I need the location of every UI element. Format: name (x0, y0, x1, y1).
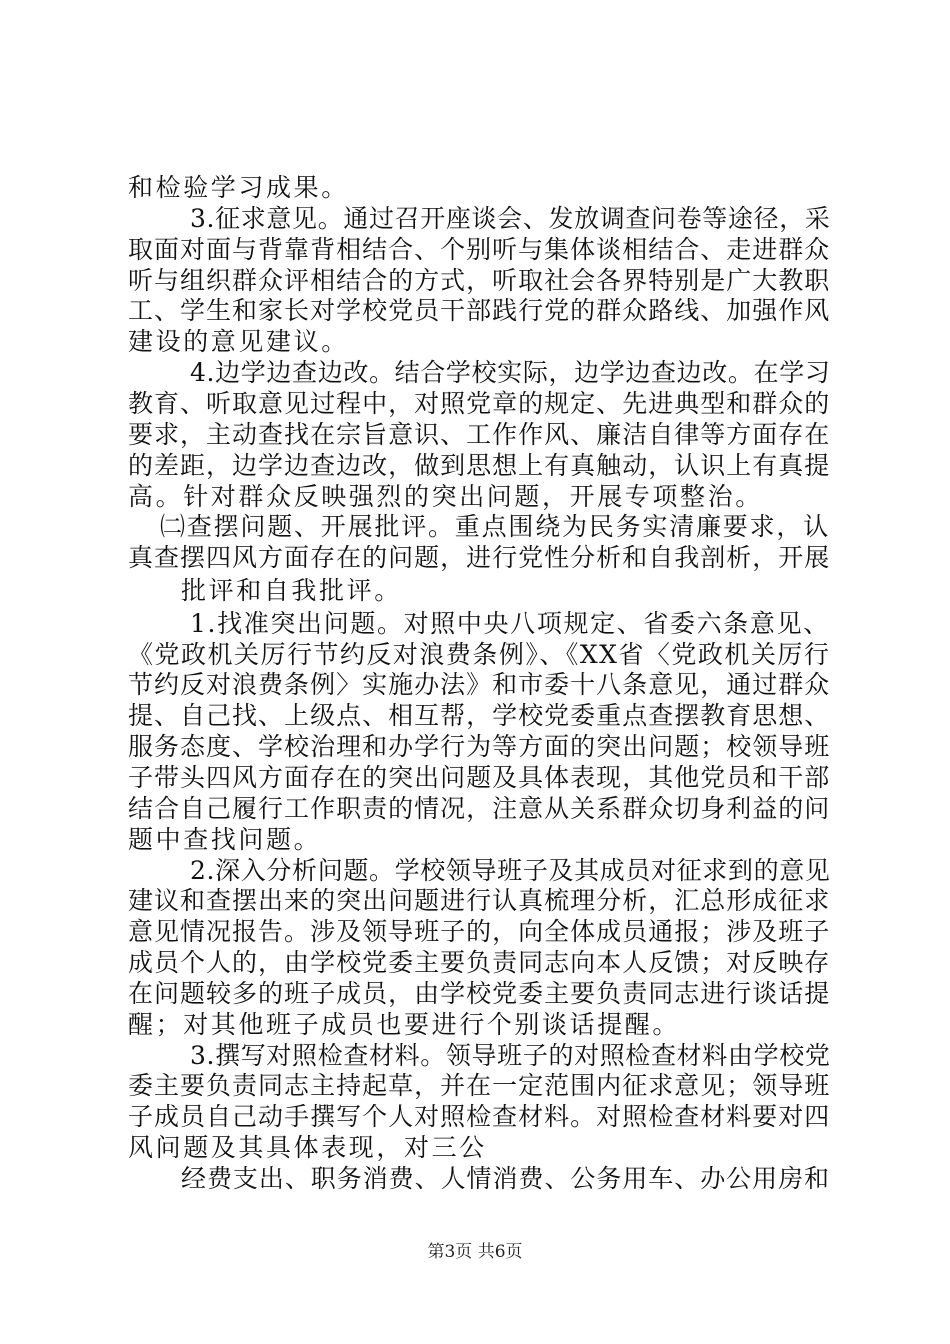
text-line: 听与组织群众评相结合的方式，听取社会各界特别是广大教职 (128, 265, 831, 295)
text-line: 2.深入分析问题。学校领导班子及其成员对征求到的意见 (190, 855, 831, 885)
text-line: 3.征求意见。通过召开座谈会、发放调查问卷等途径，采 (190, 203, 831, 233)
text-line: 和检验学习成果。 (128, 173, 349, 202)
text-line: 在问题较多的班子成员，由学校党委主要负责同志进行谈话提 (128, 978, 831, 1008)
text-line: 3.撰写对照检查材料。领导班子的对照检查材料由学校党 (190, 1040, 831, 1070)
text-line: 批评和自我批评。 (181, 575, 402, 605)
page-number-footer: 第3页 共6页 (427, 1242, 523, 1262)
text-line: 建设的意见建议。 (128, 327, 349, 357)
text-line: 真查摆四风方面存在的问题，进行党性分析和自我剖析，开展 (128, 543, 831, 573)
text-line: 节约反对浪费条例〉实施办法》和市委十八条意见，通过群众 (128, 670, 831, 700)
text-line: 1.找准突出问题。对照中央八项规定、省委六条意见、 (190, 608, 830, 638)
text-line: 子带头四风方面存在的突出问题及具体表现，其他党员和干部 (128, 762, 831, 792)
text-line: 《党政机关厉行节约反对浪费条例》、《XX省〈党政机关厉行 (128, 639, 831, 669)
text-line: 风问题及其具体表现，对三公 (128, 1133, 487, 1163)
text-line: 题中查找问题。 (128, 824, 322, 854)
text-line: 意见情况报告。涉及领导班子的，向全体成员通报；涉及班子 (128, 917, 831, 947)
text-line: 高。针对群众反映强烈的突出问题，开展专项整治。 (128, 481, 763, 511)
text-line: 醒；对其他班子成员也要进行个别谈话提醒。 (128, 1009, 681, 1039)
text-line: 的差距，边学边查边改，做到思想上有真触动，认识上有真提 (128, 450, 831, 480)
text-line: 成员个人的，由学校党委主要负责同志向本人反馈；对反映存 (128, 948, 831, 977)
text-line: 子成员自己动手撰写个人对照检查材料。对照检查材料要对四 (128, 1102, 831, 1132)
text-line: 建议和查摆出来的突出问题进行认真梳理分析，汇总形成征求 (128, 886, 831, 916)
text-line: 要求，主动查找在宗旨意识、工作作风、廉洁自律等方面存在 (128, 419, 831, 449)
text-line: 提、自己找、上级点、相互帮，学校党委重点查摆教育思想、 (128, 701, 831, 731)
text-line: 教育、听取意见过程中，对照党章的规定、先进典型和群众的 (128, 389, 831, 418)
text-line: 4.边学边查边改。结合学校实际，边学边查边改。在学习 (190, 358, 831, 388)
text-line: 委主要负责同志主持起草，并在一定范围内征求意见；领导班 (128, 1071, 831, 1101)
text-line: ㈡查摆问题、开展批评。重点围绕为民务实清廉要求，认 (160, 512, 831, 542)
text-line: 服务态度、学校治理和办学行为等方面的突出问题；校领导班 (128, 732, 831, 762)
text-line: 结合自己履行工作职责的情况，注意从关系群众切身利益的问 (128, 793, 831, 823)
text-line: 取面对面与背靠背相结合、个别听与集体谈相结合、走进群众 (128, 234, 831, 264)
text-line: 经费支出、职务消费、人情消费、公务用车、办公用房和 (181, 1164, 831, 1193)
text-line: 工、学生和家长对学校党员干部践行党的群众路线、加强作风 (128, 296, 831, 326)
